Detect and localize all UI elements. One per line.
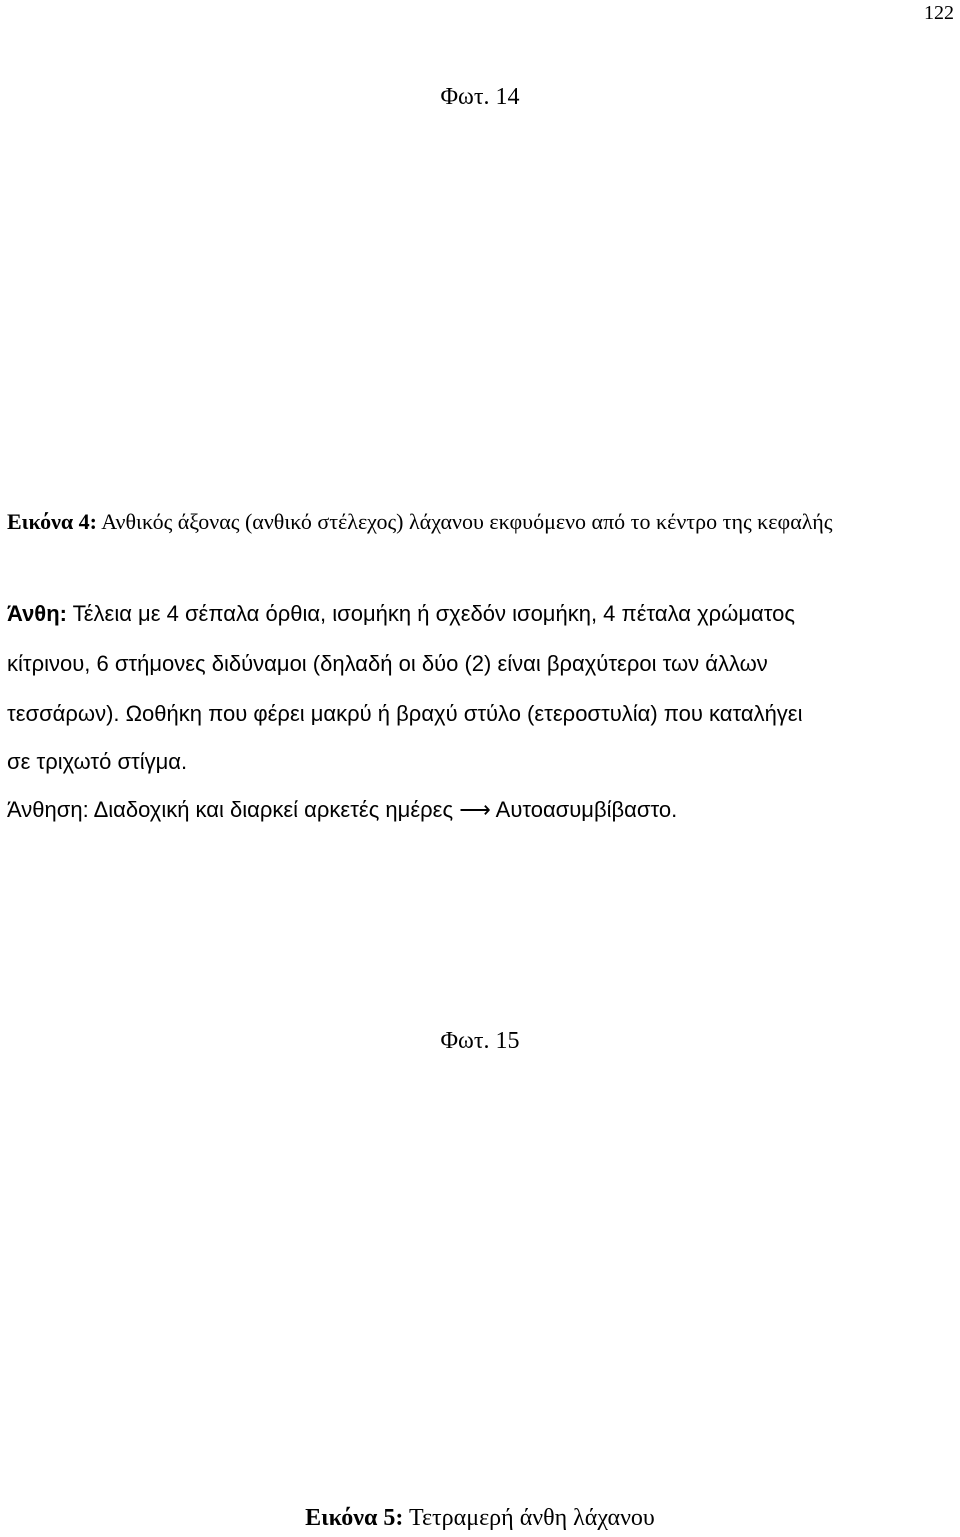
right-arrow-icon: ⟶ xyxy=(459,797,491,822)
flowering-result: Αυτοασυμβίβαστο. xyxy=(490,797,678,822)
flowers-line-2: κίτρινου, 6 στήμονες διδύναμοι (δηλαδή οι δύο (2) είναι βραχύτεροι των άλλων xyxy=(7,651,768,676)
flowers-label: Άνθη: xyxy=(7,601,67,626)
figure-4-text: Ανθικός άξονας (ανθικό στέλεχος) λάχανου εκφυόμενο από το κέντρο της κεφαλής xyxy=(97,509,833,534)
flowers-line-4: σε τριχωτό στίγμα. xyxy=(7,749,188,774)
flowering-text: Άνθηση: Διαδοχική και διαρκεί αρκετές ημέρες xyxy=(7,797,460,822)
flowers-line-1-text: Τέλεια με 4 σέπαλα όρθια, ισομήκη ή σχεδόν ισομήκη, 4 πέταλα χρώματος xyxy=(66,601,795,626)
figure-5-text: Τετραμερή άνθη λάχανου xyxy=(403,1505,655,1531)
page-number: 122 xyxy=(924,2,954,24)
photo-15-label: Φωτ. 15 xyxy=(440,1028,520,1054)
figure-4-label: Εικόνα 4: xyxy=(7,509,98,534)
photo-14-label: Φωτ. 14 xyxy=(440,84,520,110)
flowering-line xyxy=(7,797,677,823)
flowers-line-3: τεσσάρων). Ωοθήκη που φέρει μακρύ ή βραχύ στύλο (ετεροστυλία) που καταλήγει xyxy=(7,701,803,726)
figure-5-caption xyxy=(0,1505,960,1532)
figure-4-caption xyxy=(7,509,832,535)
flowers-line-1 xyxy=(7,601,795,627)
figure-5-label: Εικόνα 5: xyxy=(305,1505,404,1531)
